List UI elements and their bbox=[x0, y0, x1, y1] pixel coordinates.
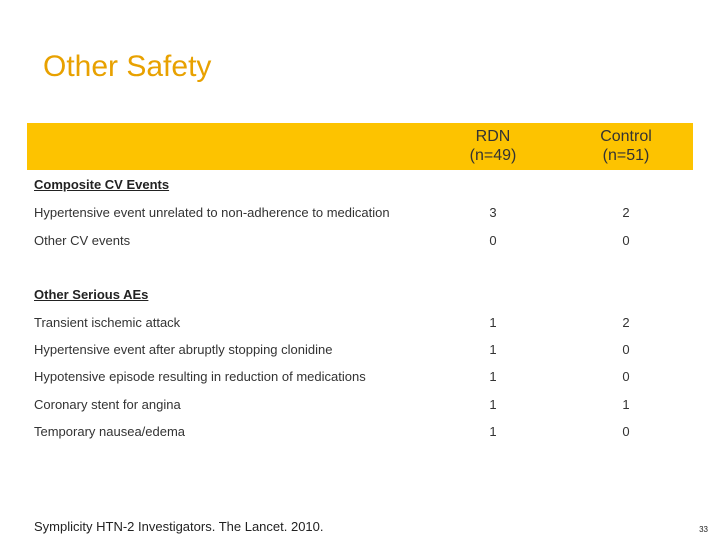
cell-control: 2 bbox=[622, 315, 630, 330]
cell-rdn: 1 bbox=[489, 369, 497, 384]
cell-rdn: 0 bbox=[489, 233, 497, 248]
column-header-rdn bbox=[433, 127, 553, 165]
page-number: 33 bbox=[699, 525, 708, 534]
row-label: Other CV events bbox=[34, 233, 131, 248]
column-header-control-n: (n=51) bbox=[602, 147, 650, 164]
cell-rdn: 1 bbox=[489, 397, 497, 412]
row-label: Coronary stent for angina bbox=[34, 397, 181, 412]
row-label: Hypertensive event after abruptly stopping clonidine bbox=[34, 342, 333, 357]
row-label: Temporary nausea/edema bbox=[34, 424, 186, 439]
row-label: Transient ischemic attack bbox=[34, 315, 181, 330]
row-label: Hypertensive event unrelated to non-adherence to medication bbox=[34, 205, 390, 220]
section-heading-composite-cv: Composite CV Events bbox=[34, 177, 170, 192]
citation-footer: Symplicity HTN-2 Investigators. The Lancet. 2010. bbox=[34, 519, 324, 534]
column-header-control bbox=[566, 127, 686, 165]
cell-rdn: 1 bbox=[489, 424, 497, 439]
cell-rdn: 1 bbox=[489, 315, 497, 330]
page-title: Other Safety bbox=[43, 50, 212, 83]
cell-control: 0 bbox=[622, 369, 630, 384]
cell-control: 0 bbox=[622, 342, 630, 357]
cell-control: 0 bbox=[622, 233, 630, 248]
column-header-control-name: Control bbox=[600, 128, 652, 145]
cell-rdn: 1 bbox=[489, 342, 497, 357]
column-header-rdn-n: (n=49) bbox=[469, 147, 517, 164]
section-heading-other-serious-aes: Other Serious AEs bbox=[34, 287, 149, 302]
row-label: Hypotensive episode resulting in reduction of medications bbox=[34, 369, 366, 384]
cell-control: 2 bbox=[622, 205, 630, 220]
cell-control: 1 bbox=[622, 397, 630, 412]
column-header-rdn-name: RDN bbox=[475, 128, 511, 145]
cell-control: 0 bbox=[622, 424, 630, 439]
cell-rdn: 3 bbox=[489, 205, 497, 220]
